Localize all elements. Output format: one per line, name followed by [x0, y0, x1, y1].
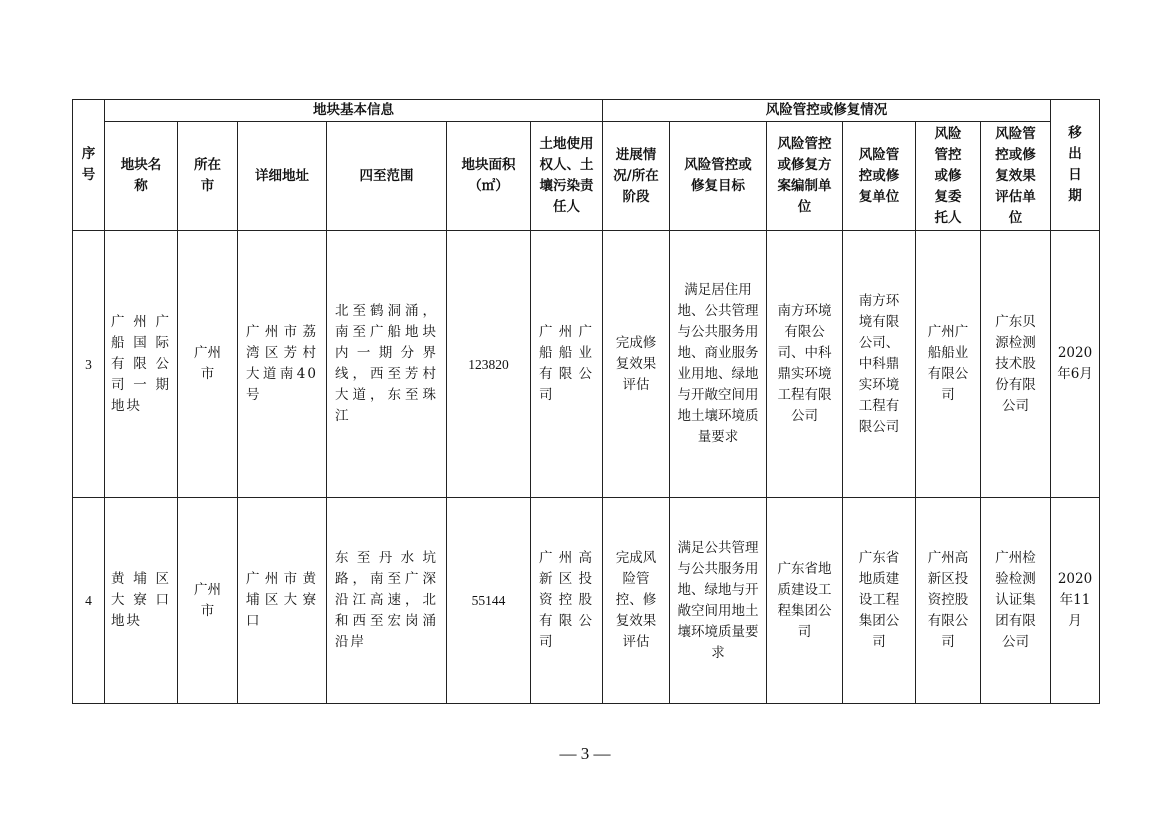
- header-responsible: 土地使用权人、土壤污染责任人: [531, 122, 603, 231]
- cell-address: 广州市荔湾区芳村大道南40号: [238, 231, 327, 498]
- cell-boundary: 北至鹤洞涌，南至广船地块内一期分界线，西至芳村大道，东至珠江: [327, 231, 447, 498]
- header-removal-date: 移出日期: [1051, 100, 1100, 231]
- cell-name: 广州广船国际有限公司一期地块: [105, 231, 178, 498]
- header-progress: 进展情况/所在阶段: [603, 122, 670, 231]
- header-area: 地块面积（㎡）: [447, 122, 531, 231]
- page-number: — 3 —: [559, 744, 611, 763]
- group-header-risk-control: 风险管控或修复情况: [603, 100, 1051, 122]
- table-row: [73, 498, 1100, 704]
- cell-city: 广州市: [178, 498, 238, 704]
- header-boundary: 四至范围: [327, 122, 447, 231]
- cell-repair-unit: 南方环境有限公司、中科鼎实环境工程有限公司: [843, 231, 916, 498]
- cell-target: 满足公共管理与公共服务用地、绿地与开敞空间用地土壤环境质量要求: [670, 498, 767, 704]
- cell-name: 黄埔区大寮口地块: [105, 498, 178, 704]
- cell-eval-unit: 广东贝源检测技术股份有限公司: [981, 231, 1051, 498]
- header-repair-unit: 风险管控或修复单位: [843, 122, 916, 231]
- cell-area: 55144: [447, 498, 531, 704]
- cell-area: 123820: [447, 231, 531, 498]
- contaminated-land-table: [72, 99, 1100, 704]
- cell-removal-date: 2020年11月: [1051, 498, 1100, 704]
- cell-seq: 3: [73, 231, 105, 498]
- cell-entrust: 广州广船船业有限公司: [916, 231, 981, 498]
- group-header-basic-info: 地块基本信息: [105, 100, 603, 122]
- cell-responsible: 广州广船船业有限公司: [531, 231, 603, 498]
- header-name: 地块名称: [105, 122, 178, 231]
- column-header-row: [73, 122, 1100, 231]
- cell-responsible: 广州高新区投资控股有限公司: [531, 498, 603, 704]
- header-address: 详细地址: [238, 122, 327, 231]
- header-entrust: 风险管控或修复委托人: [916, 122, 981, 231]
- cell-target: 满足居住用地、公共管理与公共服务用地、商业服务业用地、绿地与开敞空间用地土壤环境质量要求: [670, 231, 767, 498]
- header-city: 所在市: [178, 122, 238, 231]
- cell-progress: 完成修复效果评估: [603, 231, 670, 498]
- table-row: [73, 231, 1100, 498]
- cell-eval-unit: 广州检验检测认证集团有限公司: [981, 498, 1051, 704]
- cell-city: 广州市: [178, 231, 238, 498]
- header-plan-unit: 风险管控或修复方案编制单位: [767, 122, 843, 231]
- cell-plan-unit: 南方环境有限公司、中科鼎实环境工程有限公司: [767, 231, 843, 498]
- cell-repair-unit: 广东省地质建设工程集团公司: [843, 498, 916, 704]
- cell-entrust: 广州高新区投资控股有限公司: [916, 498, 981, 704]
- cell-removal-date: 2020年6月: [1051, 231, 1100, 498]
- cell-address: 广州市黄埔区大寮口: [238, 498, 327, 704]
- header-seq: 序号: [73, 100, 105, 231]
- group-header-row: [73, 100, 1100, 122]
- cell-plan-unit: 广东省地质建设工程集团公司: [767, 498, 843, 704]
- cell-progress: 完成风险管控、修复效果评估: [603, 498, 670, 704]
- header-target: 风险管控或修复目标: [670, 122, 767, 231]
- cell-seq: 4: [73, 498, 105, 704]
- cell-boundary: 东至丹水坑路，南至广深沿江高速，北和西至宏岗涌沿岸: [327, 498, 447, 704]
- header-eval-unit: 风险管控或修复效果评估单位: [981, 122, 1051, 231]
